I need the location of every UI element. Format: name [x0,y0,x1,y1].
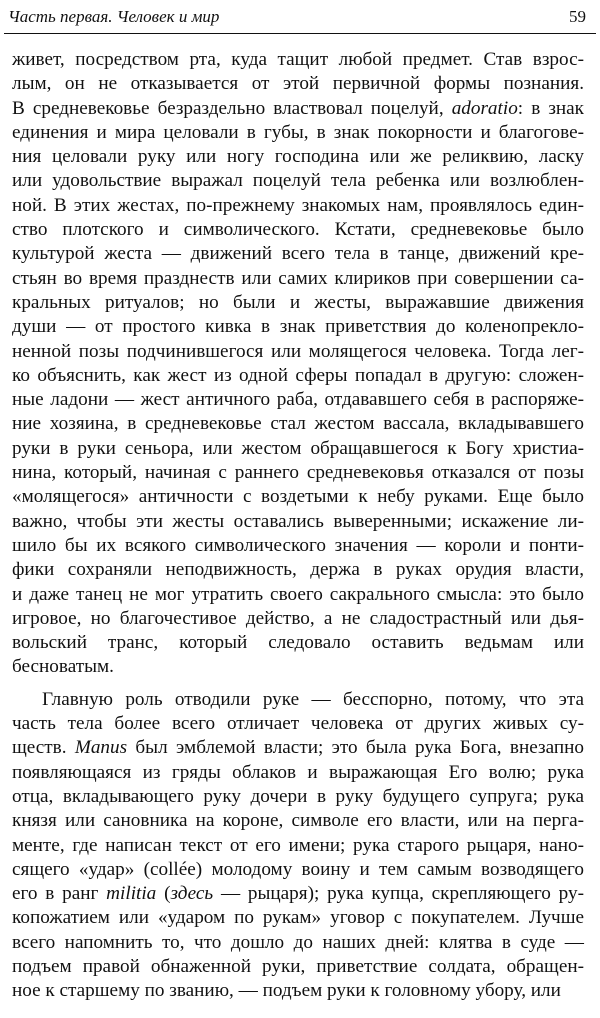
text-line: ной. В этих жестах, по-прежнему знакомых нам, проявлялось един- [12,194,584,216]
text-line: менте, где написан текст от его имени; рука старого рыцаря, нано- [12,834,584,856]
text-run: : в знак [517,97,584,119]
italic-term: militia [106,883,157,905]
text-line: кральных ритуалов; но были и жесты, выражавшие движения [12,291,584,313]
text-line: единения и мира целовали в губы, в знак покорности и благогове- [12,121,584,143]
paragraph [12,48,584,680]
text-line: и даже танец не мог утратить своего сакрального смысла: это было [12,583,584,605]
running-head [8,6,586,30]
page-number: 59 [569,7,586,26]
text-line: всего напомнить то, что дошло до наших дней: клятва в суде — [12,931,584,953]
text-line: вольский транс, который следовало оставить ведьмам или [12,632,584,654]
text-run: — рыцаря); рука купца, скрепляющего ру- [213,883,584,905]
body-text [12,48,584,1004]
text-line: шило бы их всякого символического значения — короли и понти- [12,534,584,556]
text-line: нина, который, начиная с раннего средневековья отказался от позы [12,462,584,484]
text-line: появляющаяся из гряды облаков и выражающая Его волю; рука [12,761,584,783]
italic-term: Manus [74,737,128,759]
text-line: живет, посредством рта, куда тащит любой предмет. Став взрос- [12,49,584,70]
text-line: фики сохраняли неподвижность, держа в руках орудия власти, [12,559,584,581]
text-line [12,97,584,121]
paragraph-gap [12,680,584,688]
text-line: игровое, но благочестивое действо, а не сладострастный или дья- [12,607,584,629]
italic-term: здесь [170,883,214,905]
paragraph [12,688,584,1004]
text-line: часть тела более всего отличает человека от других живых су- [12,713,584,735]
text-run: ществ. [12,737,75,759]
text-run: В средневековье безраздельно властвовал поцелуй, [12,97,452,119]
text-line: руки в руки сеньора, или жестом обращавшегося к Богу христиа- [12,437,584,459]
text-line: стьян во время празднеств или самих клириков при совершении са- [12,267,584,289]
text-line: Главную роль отводили руке — бесспорно, потому, что эта [42,688,584,710]
text-line: бесноватым. [12,656,114,678]
text-line: ненной позы подчинившегося или молящегося человека. Тогда лег- [12,340,584,362]
text-line [12,882,584,906]
text-line: или удовольствие выражал поцелуй тела ребенка или возлюблен- [12,170,584,192]
text-line: ния целовали руку или ногу господина или же реликвию, ласку [12,146,584,168]
italic-term: adoratio [451,97,518,119]
text-line: души — от простого кивка в знак приветствия до коленопрекло- [12,316,584,338]
text-line: подъем правой обнаженной руки, приветствие солдата, обращен- [12,955,584,977]
text-line: важно, чтобы эти жесты оставались выверенными; искажение ли- [12,510,584,532]
text-line: копожатием или «ударом по рукам» уговор с покупателем. Лучше [12,907,584,929]
text-line: «молящегося» античности с воздетыми к небу руками. Еще было [12,486,584,508]
running-title: Часть первая. Человек и мир [8,7,220,26]
text-line: ко объяснить, как жест из одной сферы попадал в другую: сложен- [12,364,584,386]
text-line: князя или сановника на короне, символе его власти, или на перга- [12,810,584,832]
text-line: ное к старшему по званию, — подъем руки к головному убору, или [12,980,561,1002]
text-run: его в ранг [12,883,107,905]
header-rule [4,33,596,34]
text-line: сящего «удар» (collée) молодому воину и тем самым возводящего [12,858,584,880]
text-line: отца, вкладывающего руку дочери в руку будущего супруга; рука [12,785,584,807]
text-line [12,736,584,760]
text-line: ство плотского и символического. Кстати, средневековье было [12,219,584,241]
text-line: лым, он не отказывается от этой первичной формы познания. [12,73,584,95]
text-line: ние хозяина, в средневековье стал жестом вассала, вкладывавшего [12,413,584,435]
text-run: был эмблемой власти; это была рука Бога, внезапно [127,737,584,759]
text-run: ( [156,883,171,905]
text-line: культурой жеста — движений всего тела в танце, движений кре- [12,243,584,265]
text-line: ные ладони — жест античного раба, отдававшего себя в распоряже- [12,389,584,411]
